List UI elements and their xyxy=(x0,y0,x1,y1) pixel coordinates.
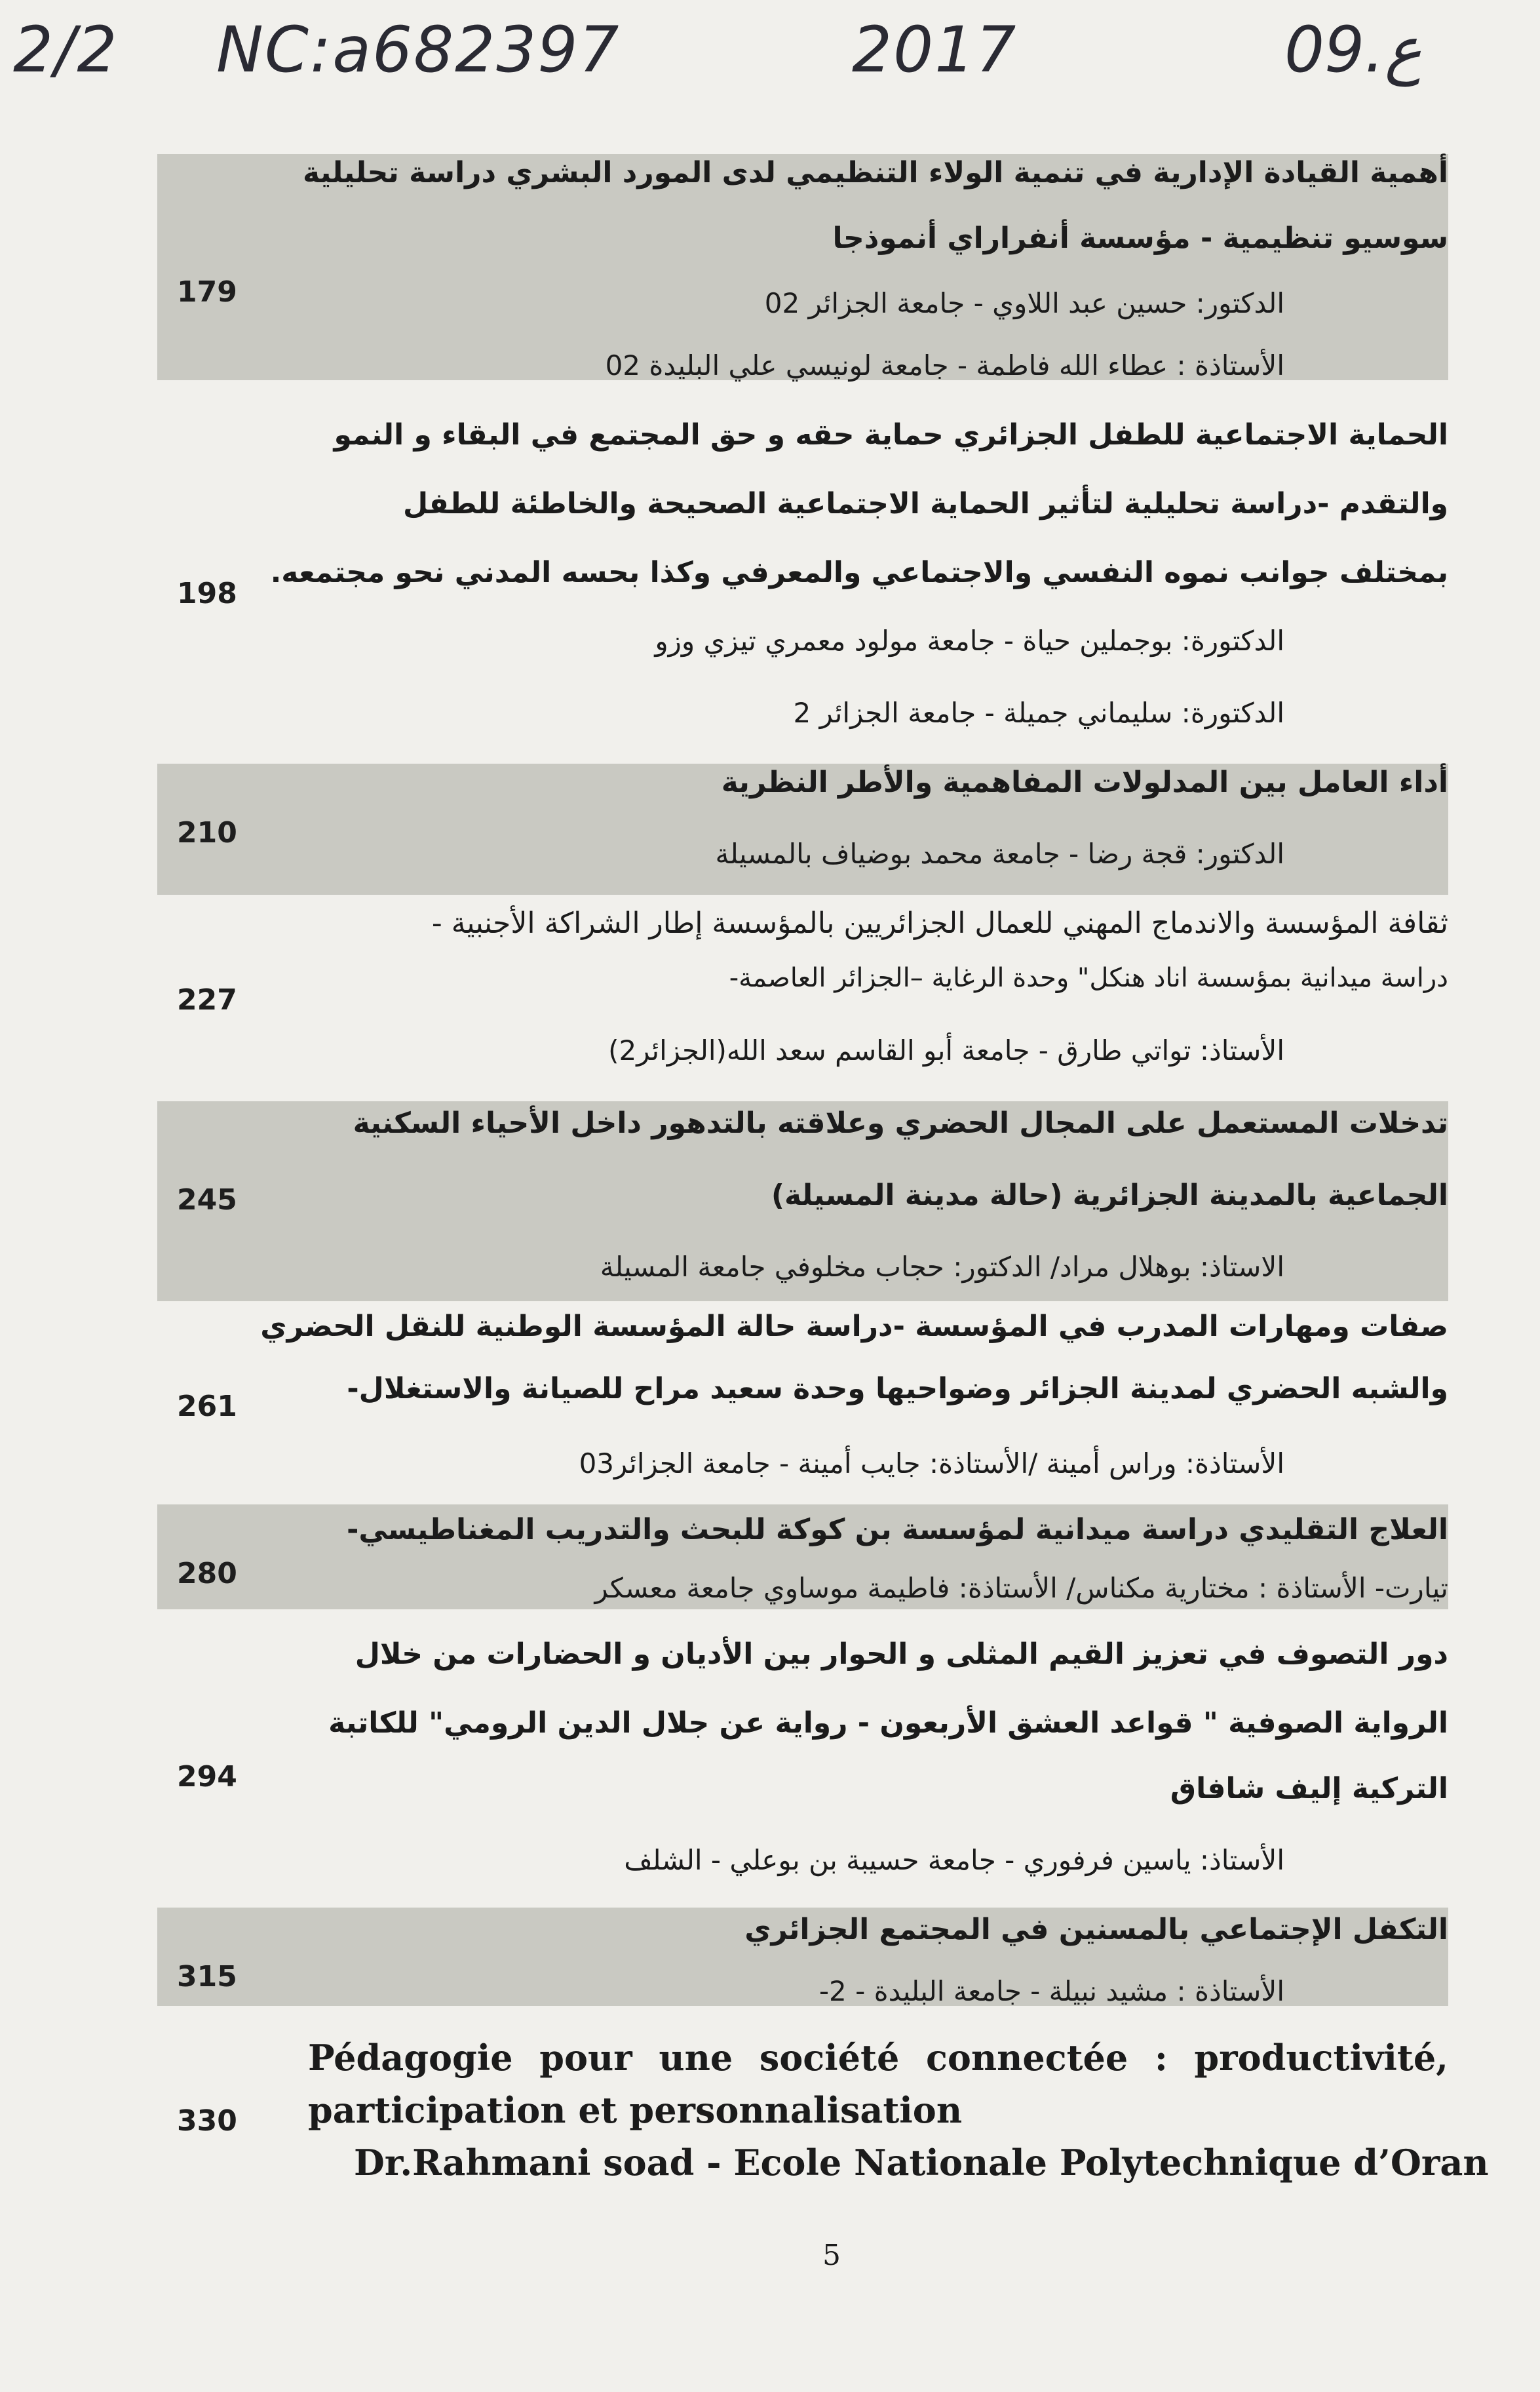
entry-title-line: دراسة ميدانية بمؤسسة اناد هنكل" وحدة الرغاية –الجزائر العاصمة- xyxy=(729,963,1448,993)
entry-author: الأستاذة: وراس أمينة /الأستاذة: جايب أمينة - جامعة الجزائر03 xyxy=(579,1447,1284,1480)
entry-title-line: أهمية القيادة الإدارية في تنمية الولاء التنظيمي لدى المورد البشري دراسة تحليلية xyxy=(303,156,1448,189)
entry-author: الدكتور: قجة رضا - جامعة محمد بوضياف بالمسيلة xyxy=(715,838,1284,870)
entry-page-number: 198 xyxy=(177,577,237,610)
entry-title-line: ثقافة المؤسسة والاندماج المهني للعمال الجزائريين بالمؤسسة إطار الشراكة الأجنبية - xyxy=(431,907,1448,940)
entry-title-line: والتقدم -دراسة تحليلية لتأثير الحماية الاجتماعية الصحيحة والخاطئة للطفل xyxy=(403,487,1448,520)
entry-title-line: صفات ومهارات المدرب في المؤسسة -دراسة حالة المؤسسة الوطنية للنقل الحضري xyxy=(260,1310,1448,1343)
entry-page-number: 261 xyxy=(177,1390,237,1423)
entry-author: تيارت- الأستاذة : مختارية مكناس/ الأستاذة: فاطيمة موساوي جامعة معسكر xyxy=(594,1572,1448,1604)
entry-title-line: الحماية الاجتماعية للطفل الجزائري حماية حقه و حق المجتمع في البقاء و النمو xyxy=(334,418,1448,452)
entry-title-line: العلاج التقليدي دراسة ميدانية لمؤسسة بن كوكة للبحث والتدريب المغناطيسي- xyxy=(347,1513,1448,1546)
entry-page-number: 280 xyxy=(177,1557,237,1590)
entry-title-line: الرواية الصوفية " قواعد العشق الأربعون - رواية عن جلال الدين الرومي" للكاتبة xyxy=(328,1706,1448,1740)
entry-author: الأستاذة : مشيد نبيلة - جامعة البليدة - 2- xyxy=(818,1975,1284,2007)
entry-page-number: 245 xyxy=(177,1183,237,1217)
entry-page-number: 210 xyxy=(177,816,237,850)
entry-title-line: والشبه الحضري لمدينة الجزائر وضواحيها وحدة سعيد مراح للصيانة والاستغلال- xyxy=(347,1372,1448,1405)
entry-title-line: أداء العامل بين المدلولات المفاهمية والأطر النظرية xyxy=(721,766,1448,799)
entry-title-line: دور التصوف في تعزيز القيم المثلى و الحوار بين الأديان و الحضارات من خلال xyxy=(355,1637,1448,1671)
entry-title-line: بمختلف جوانب نموه النفسي والاجتماعي والمعرفي وكذا بحسه المدني نحو مجتمعه. xyxy=(270,556,1448,589)
entry-title-line: Pédagogie pour une société connectée : productivité, xyxy=(308,2037,1448,2079)
entry-author: الدكتورة: سليماني جميلة - جامعة الجزائر 2 xyxy=(793,697,1284,729)
entry-title-line: سوسيو تنظيمية - مؤسسة أنفراراي أنموذجا xyxy=(832,222,1448,255)
entry-title-line: التركية إليف شافاق xyxy=(1170,1772,1448,1805)
handwritten-mark-left: 2/2 xyxy=(13,13,119,87)
entry-title-line: الجماعية بالمدينة الجزائرية (حالة مدينة المسيلة) xyxy=(771,1179,1448,1212)
entry-page-number: 294 xyxy=(177,1760,237,1794)
entry-title-line: التكفل الإجتماعي بالمسنين في المجتمع الجزائري xyxy=(744,1913,1448,1946)
entry-page-number: 227 xyxy=(177,983,237,1017)
entry-author: الاستاذ: بوهلال مراد/ الدكتور: حجاب مخلوفي جامعة المسيلة xyxy=(600,1251,1284,1283)
handwritten-mark-right: 09.ع xyxy=(1284,13,1422,87)
entry-title-line: participation et personnalisation xyxy=(308,2089,963,2131)
entry-author: الأستاذة : عطاء الله فاطمة - جامعة لونيسي علي البليدة 02 xyxy=(605,349,1284,382)
entry-author: الأستاذ: تواتي طارق - جامعة أبو القاسم سعد الله(الجزائر2) xyxy=(608,1034,1284,1067)
entry-author: الأستاذ: ياسين فرفوري - جامعة حسيبة بن بوعلي - الشلف xyxy=(624,1844,1284,1876)
entry-page-number: 315 xyxy=(177,1960,237,1993)
entry-title-line: تدخلات المستعمل على المجال الحضري وعلاقته بالتدهور داخل الأحياء السكنية xyxy=(353,1107,1448,1140)
handwritten-code: NC:a682397 xyxy=(216,13,621,87)
page-number: 5 xyxy=(822,2239,841,2272)
entry-author: الدكتور: حسين عبد اللاوي - جامعة الجزائر 02 xyxy=(764,287,1284,319)
entry-author: الدكتورة: بوجملين حياة - جامعة مولود معمري تيزي وزو xyxy=(655,625,1284,657)
entry-page-number: 179 xyxy=(177,275,237,309)
entry-page-number: 330 xyxy=(177,2104,237,2138)
entry-author: Dr.Rahmani soad - Ecole Nationale Polytechnique d’Oran xyxy=(354,2142,1489,2184)
handwritten-year: 2017 xyxy=(852,13,1018,87)
